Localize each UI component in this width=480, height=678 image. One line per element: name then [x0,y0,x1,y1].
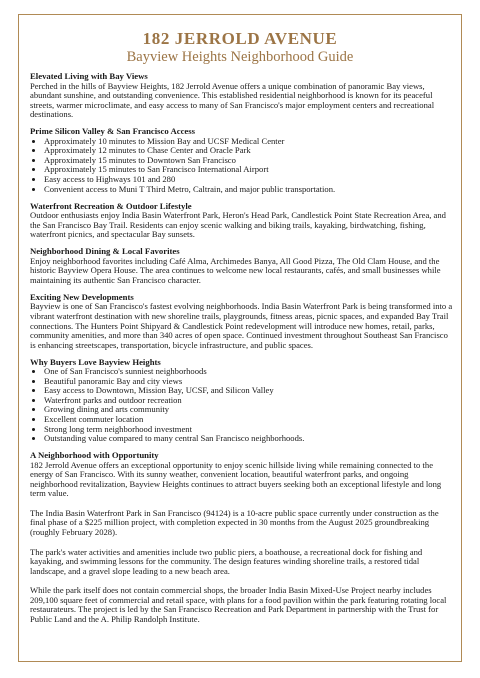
section-heading: Prime Silicon Valley & San Francisco Access [30,126,196,137]
section-heading: A Neighborhood with Opportunity [30,450,159,461]
section-heading: Elevated Living with Bay Views [30,71,148,81]
section-body: Outdoor enthusiasts enjoy India Basin Waterfront Park, Heron's Head Park, Candlestick Point State Recreation Area, and the San Francisco Bay Trail. Residents can enjoy scenic walking and biking trails, kayaking, birdwatching, fishing, waterfront picnics, and spectacular Bay sunsets. [30,210,446,240]
list-item: • Easy access to Downtown, Mission Bay, UCSF, and Silicon Valley [44,386,454,396]
section-heading: Neighborhood Dining & Local Favorites [30,246,180,257]
section-body: Perched in the hills of Bayview Heights, 182 Jerrold Avenue offers a unique combination of panoramic Bay views, abundant sunshine, and outstanding convenience. This established residential neighborhood is known for its peaceful streets, warmer microclimate, and easy access to many of San Francisco's major employment centers and recreational destinations. [30,80,435,120]
list-item: • Approximately 15 minutes to San Francisco International Airport [44,165,454,175]
document-body [30,72,454,634]
section-heading: Waterfront Recreation & Outdoor Lifestyle [30,200,192,211]
list-item: • Convenient access to Muni T Third Metro, Caltrain, and major public transportation. [44,185,454,195]
list-item: • Approximately 12 minutes to Chase Center and Oracle Park [44,146,454,156]
list-item: • Approximately 15 minutes to Downtown San Francisco [44,156,454,166]
page-title: 182 JERROLD AVENUE [142,29,338,48]
section-body: Bayview is one of San Francisco's fastest evolving neighborhoods. India Basin Waterfront Park is being transformed into a vibrant waterfront destination with new shoreline trails, playgrounds, fitness areas, picnic spaces, and expanded Bay Trail connections. The Hunters Point Shipyard & Candlestick Point redevelopment will introduce new homes, retail, parks, community amenities, and more than 340 acres of open space. Continued investment throughout Southeast San Francisco is enhancing streetscapes, transportation, bicycle infrastructure, and public spaces. [30,301,453,350]
paragraph-park-overview: The India Basin Waterfront Park in San Francisco (94124) is a 10-acre public space currently under construction as the final phase of a $225 million project, with completion expected in 30 months from the August 2025 groundbreaking (roughly February 2028). [30,507,439,537]
list-item: • One of San Francisco's sunniest neighborhoods [44,367,454,377]
list-item: • Approximately 10 minutes to Mission Bay and UCSF Medical Center [44,137,454,147]
section-developments [30,293,454,350]
access-list [30,137,454,194]
section-heading: Exciting New Developments [30,291,134,302]
paragraph-park-amenities: The park's water activities and amenities include two public piers, a boathouse, a recreational dock for fishing and kayaking, and swimming lessons for the community. The design features winding shoreline trails, a restored tidal landscape, and a gravel slope leading to a new beach area. [30,546,423,576]
list-item: • Waterfront parks and outdoor recreation [44,396,454,406]
list-item: • Growing dining and arts community [44,405,454,415]
list-item: • Excellent commuter location [44,415,454,425]
section-elevated-living [30,72,454,120]
page-header [0,30,480,66]
section-access [30,127,454,194]
paragraph-mixed-use-project: While the park itself does not contain commercial shops, the broader India Basin Mixed-Use Project nearby includes 209,100 square feet of commercial and retail space, with plans for a food pavilion within the park featuring rotating local restaurateurs. The project is led by the San Francisco Recreation and Park Department in partnership with the Trust for Public Land and the A. Philip Randolph Institute. [30,585,447,624]
list-item: • Beautiful panoramic Bay and city views [44,377,454,387]
section-recreation [30,202,454,240]
section-dining [30,247,454,285]
list-item: • Easy access to Highways 101 and 280 [44,175,454,185]
section-body: Enjoy neighborhood favorites including Café Alma, Archimedes Banya, All Good Pizza, The Old Clam House, and the historic Bayview Opera House. The area continues to welcome new local restaurants, cafés, and small businesses while maintaining its authentic San Francisco character. [30,255,441,285]
why-buyers-list [30,367,454,443]
section-body: 182 Jerrold Avenue offers an exceptional opportunity to enjoy scenic hillside living while remaining connected to the energy of San Francisco. With its sunny weather, convenient location, beautiful waterfront parks, and ongoing neighborhood revitalization, Bayview Heights continues to attract buyers seeking both an exceptional lifestyle and long term value. [30,459,442,499]
section-opportunity [30,451,454,499]
list-item: • Outstanding value compared to many central San Francisco neighborhoods. [44,434,454,444]
list-item: • Strong long term neighborhood investment [44,425,454,435]
section-why-buyers [30,358,454,444]
page-subtitle: Bayview Heights Neighborhood Guide [126,49,354,65]
section-heading: Why Buyers Love Bayview Heights [30,356,161,367]
